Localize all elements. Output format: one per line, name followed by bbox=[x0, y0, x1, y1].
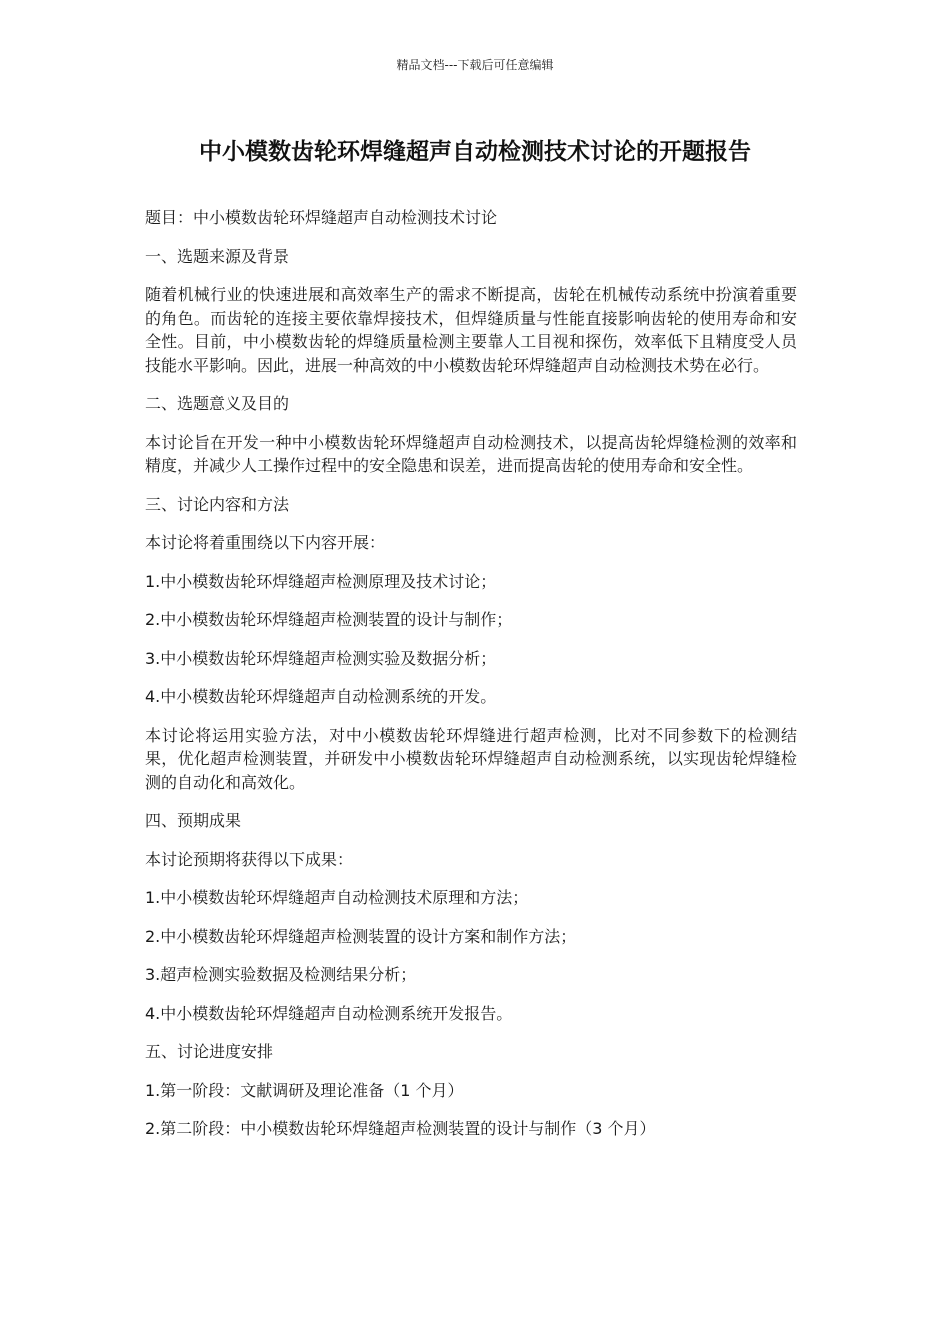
section-heading-content-methods: 三、讨论内容和方法 bbox=[145, 494, 290, 514]
schedule-item: 1.第一阶段：文献调研及理论准备（1 个月） bbox=[145, 1080, 464, 1100]
topic-line: 题目：中小模数齿轮环焊缝超声自动检测技术讨论 bbox=[145, 208, 498, 227]
document-body bbox=[145, 206, 797, 1156]
section-heading-background: 一、选题来源及背景 bbox=[145, 246, 290, 266]
section-heading-schedule: 五、讨论进度安排 bbox=[145, 1042, 274, 1061]
results-list-item: 1.中小模数齿轮环焊缝超声自动检测技术原理和方法； bbox=[145, 888, 529, 907]
results-list-item: 3.超声检测实验数据及检测结果分析； bbox=[145, 965, 417, 984]
content-list-item: 1.中小模数齿轮环焊缝超声检测原理及技术讨论； bbox=[145, 571, 497, 591]
header-note: 精品文档---下载后可任意编辑 bbox=[396, 58, 554, 72]
content-list-item: 2.中小模数齿轮环焊缝超声检测装置的设计与制作； bbox=[145, 610, 513, 629]
methods-paragraph: 本讨论将运用实验方法，对中小模数齿轮环焊缝进行超声检测，比对不同参数下的检测结果，优化超声检测装置，并研发中小模数齿轮环焊缝超声自动检测系统，以实现齿轮焊缝检测的自动化和高效化。 bbox=[145, 725, 797, 792]
schedule-item: 2.第二阶段：中小模数齿轮环焊缝超声检测装置的设计与制作（3 个月） bbox=[145, 1119, 656, 1138]
content-list-item: 4.中小模数齿轮环焊缝超声自动检测系统的开发。 bbox=[145, 687, 497, 706]
results-list-item: 2.中小模数齿轮环焊缝超声检测装置的设计方案和制作方法； bbox=[145, 926, 577, 946]
content-list-item: 3.中小模数齿轮环焊缝超声检测实验及数据分析； bbox=[145, 648, 497, 668]
content-intro: 本讨论将着重围绕以下内容开展： bbox=[145, 533, 386, 552]
results-list-item: 4.中小模数齿轮环焊缝超声自动检测系统开发报告。 bbox=[145, 1003, 513, 1023]
results-intro: 本讨论预期将获得以下成果： bbox=[145, 849, 354, 869]
significance-paragraph: 本讨论旨在开发一种中小模数齿轮环焊缝超声自动检测技术，以提高齿轮焊缝检测的效率和精度，并减少人工操作过程中的安全隐患和误差，进而提高齿轮的使用寿命和安全性。 bbox=[145, 432, 797, 475]
document-title: 中小模数齿轮环焊缝超声自动检测技术讨论的开题报告 bbox=[199, 139, 751, 165]
background-paragraph: 随着机械行业的快速进展和高效率生产的需求不断提高，齿轮在机械传动系统中扮演着重要的角色。而齿轮的连接主要依靠焊接技术，但焊缝质量与性能直接影响齿轮的使用寿命和安全性。目前，中小模数齿轮的焊缝质量检测主要靠人工目视和探伤，效率低下且精度受人员技能水平影响。因此，进展一种高效的中小模数齿轮环焊缝超声自动检测技术势在必行。 bbox=[145, 285, 797, 375]
section-heading-expected-results: 四、预期成果 bbox=[145, 811, 242, 830]
section-heading-significance: 二、选题意义及目的 bbox=[145, 394, 290, 413]
